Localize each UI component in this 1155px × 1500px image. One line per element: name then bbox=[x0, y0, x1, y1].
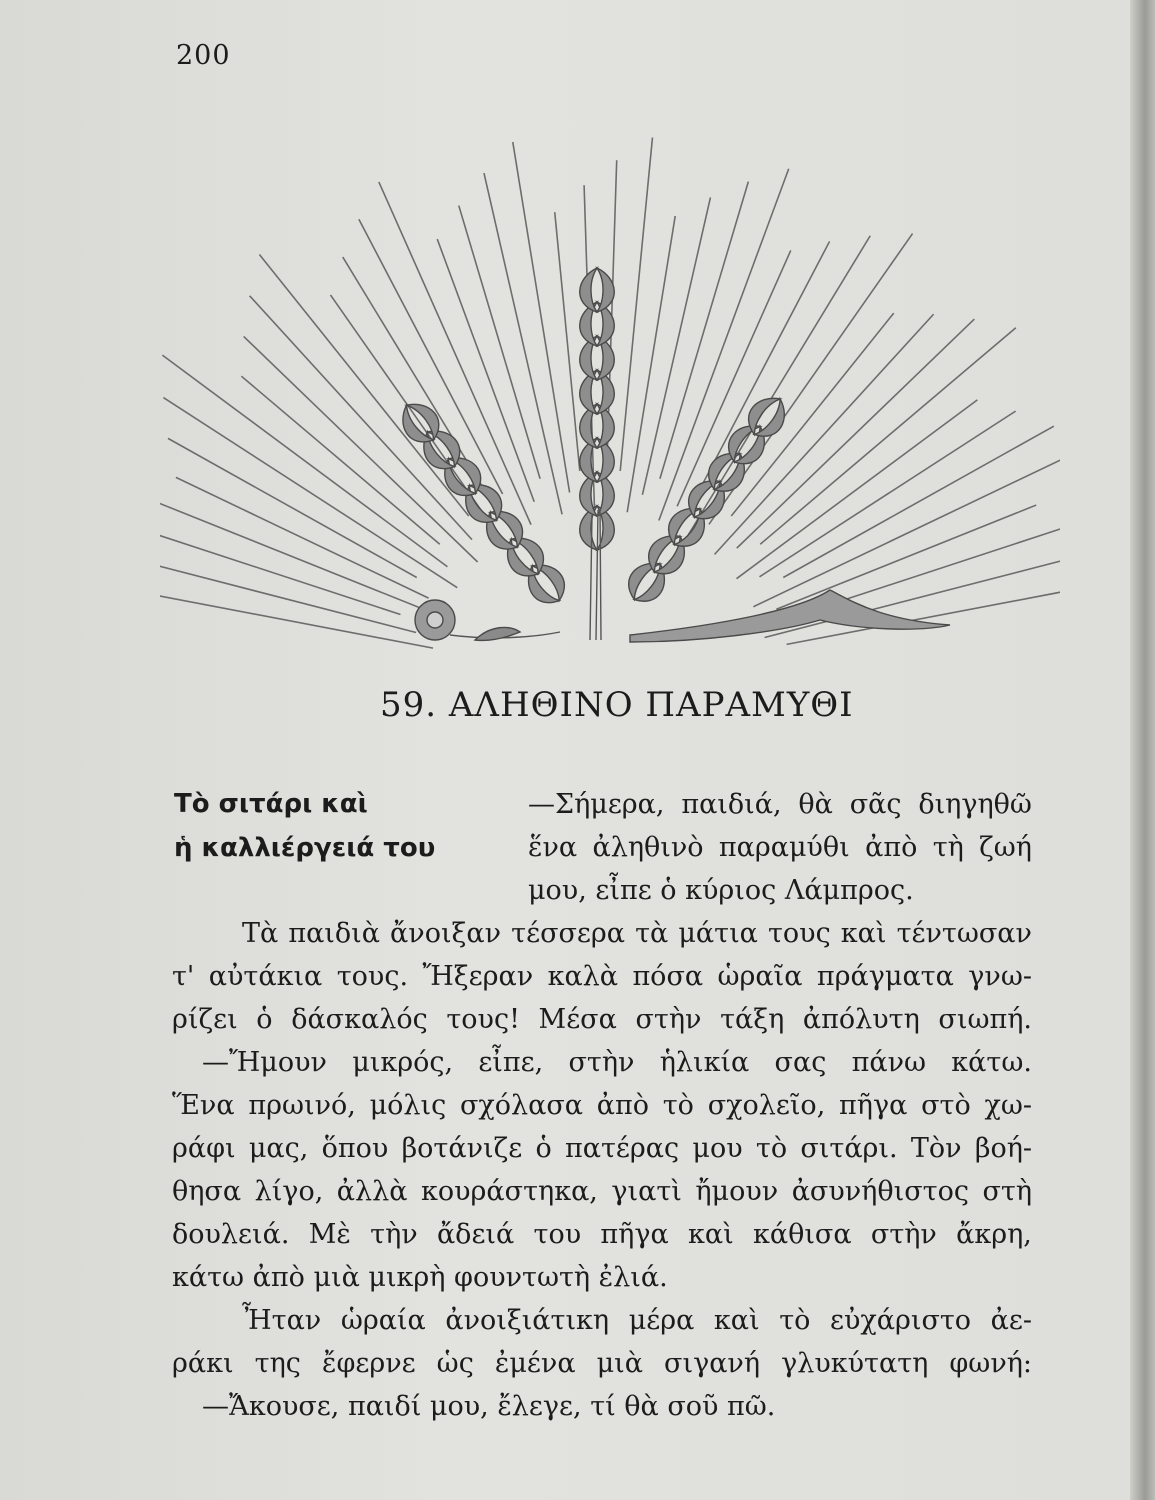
margin-heading-line-1: Τὸ σιτάρι καὶ bbox=[174, 789, 368, 819]
text-line-13: Ἦταν ὡραία ἀνοιξιάτικη μέρα καὶ τὸ εὐχάριστο ἀε- bbox=[242, 1305, 1032, 1336]
text-line-4: Τὰ παιδιὰ ἄνοιξαν τέσσερα τὰ μάτια τους καὶ τέντωσαν bbox=[242, 918, 1032, 949]
text-line-2: ἕνα ἀληθινὸ παραμύθι ἀπὸ τὴ ζωή bbox=[528, 832, 1032, 863]
text-line-1: —Σήμερα, παιδιά, θὰ σᾶς διηγηθῶ bbox=[528, 789, 1032, 820]
text-line-7: —Ἤμουν μικρός, εἶπε, στὴν ἡλικία σας πάνω κάτω. bbox=[202, 1047, 1032, 1078]
page-number: 200 bbox=[176, 40, 231, 71]
text-line-12: κάτω ἀπὸ μιὰ μικρὴ φουντωτὴ ἐλιά. bbox=[172, 1262, 668, 1293]
wheat-ears-illustration bbox=[160, 120, 1060, 660]
text-line-15: —Ἄκουσε, παιδί μου, ἔλεγε, τί θὰ σοῦ πῶ. bbox=[202, 1391, 776, 1422]
text-line-8: Ἕνα πρωινό, μόλις σχόλασα ἀπὸ τὸ σχολεῖο, πῆγα στὸ χω- bbox=[172, 1090, 1032, 1121]
chapter-title: 59. ΑΛΗΘΙΝΟ ΠΑΡΑΜΥΘΙ bbox=[380, 685, 854, 725]
text-line-3: μου, εἶπε ὁ κύριος Λάμπρος. bbox=[528, 875, 914, 906]
page-edge-shadow bbox=[1130, 0, 1155, 1500]
margin-heading-line-2: ἡ καλλιέργειά του bbox=[174, 833, 436, 863]
text-line-10: θησα λίγο, ἀλλὰ κουράστηκα, γιατὶ ἤμουν ἀσυνήθιστος στὴ bbox=[172, 1176, 1032, 1207]
text-line-5: τ' αὐτάκια τους. Ἤξεραν καλὰ πόσα ὡραῖα πράγματα γνω- bbox=[172, 961, 1032, 992]
margin-heading bbox=[174, 782, 435, 870]
text-line-9: ράφι μας, ὅπου βοτάνιζε ὁ πατέρας μου τὸ σιτάρι. Τὸν βοή- bbox=[172, 1133, 1032, 1164]
text-line-11: δουλειά. Μὲ τὴν ἄδειά του πῆγα καὶ κάθισα στὴν ἄκρη, bbox=[172, 1219, 1032, 1250]
text-line-14: ράκι της ἔφερνε ὡς ἐμένα μιὰ σιγανή γλυκύτατη φωνή: bbox=[172, 1348, 1032, 1379]
text-line-6: ρίζει ὁ δάσκαλός τους! Μέσα στὴν τάξη ἀπόλυτη σιωπή. bbox=[172, 1004, 1032, 1035]
